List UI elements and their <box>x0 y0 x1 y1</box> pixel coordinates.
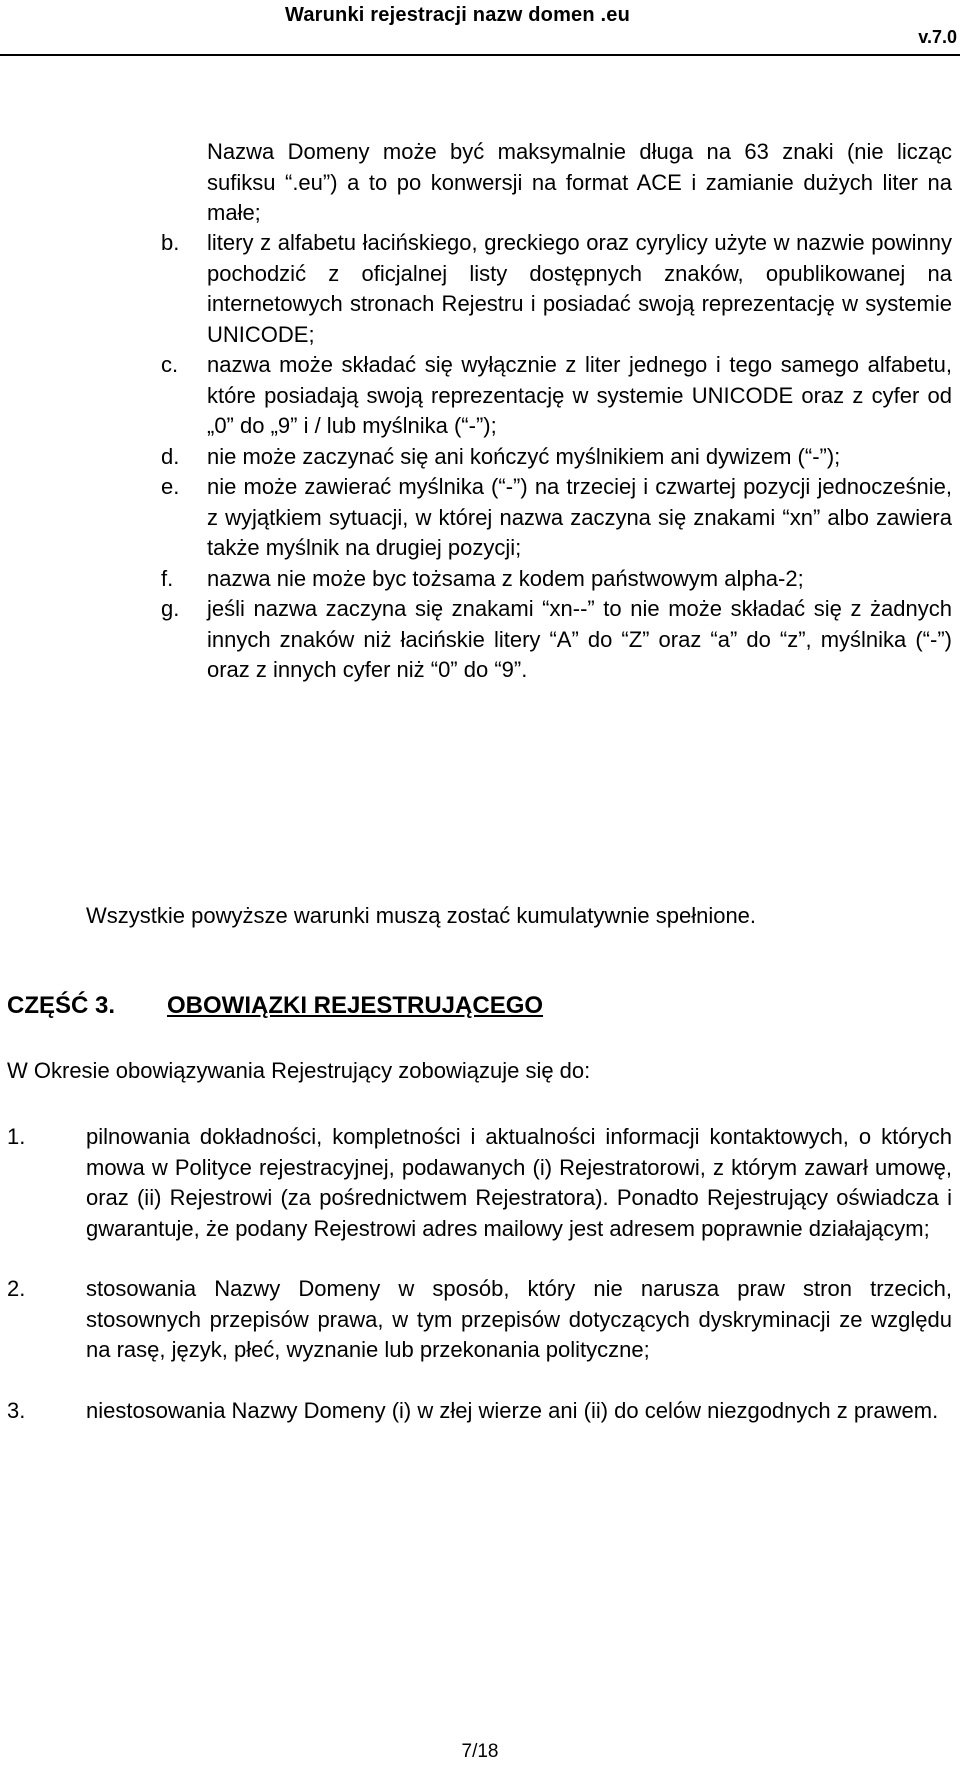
list-item-text: pilnowania dokładności, kompletności i aktualności informacji kontaktowych, o których mowa w Polityce rejestracyjnej, podawanych (i) Rejestratorowi, z którym zawarł umowę, oraz (ii) Rejestrowi (za pośrednictwem Rejestratora). Ponadto Rejestrujący oświadcza i gwarantuje, że podany Rejestrowi adres mailowy jest adresem poprawnie działającym; <box>86 1124 952 1241</box>
list-item <box>161 442 952 473</box>
continuation-paragraph: Nazwa Domeny może być maksymalnie długa na 63 znaki (nie licząc sufiksu “.eu”) a to po konwersji na format ACE i zamianie dużych liter na małe; <box>207 139 952 225</box>
list-item-text: litery z alfabetu łacińskiego, greckiego oraz cyrylicy użyte w nazwie powinny pochodzić z oficjalnej listy dostępnych znaków, opublikowanej na internetowych stronach Rejestru i posiadać swoją reprezentację w systemie UNICODE; <box>207 230 952 347</box>
list-item <box>161 564 952 595</box>
list-item <box>161 472 952 564</box>
list-marker: c. <box>161 352 179 377</box>
list-item <box>161 350 952 442</box>
list-item <box>7 1122 952 1244</box>
list-marker: d. <box>161 443 180 469</box>
list-item-text: jeśli nazwa zaczyna się znakami “xn--” to nie może składać się z żadnych innych znaków niż łacińskie litery “A” do “Z” oraz “a” do “z”, myślnika (“-”) oraz z innych cyfer niż “0” do “9”. <box>207 596 952 682</box>
list-item-text: stosowania Nazwy Domeny w sposób, który nie narusza praw stron trzecich, stosownych przepisów prawa, w tym przepisów dotyczących dyskryminacji ze względu na rasę, język, płeć, wyznanie lub przekonania polityczne; <box>86 1276 952 1362</box>
list-marker: 2. <box>7 1276 26 1301</box>
list-item-text: nie może zawierać myślnika (“-”) na trzeciej i czwartej pozycji jednocześnie, z wyjątkiem sytuacji, w której nazwa zaczyna się znakami “xn” albo zawiera także myślnik na drugiej pozycji; <box>207 474 952 560</box>
header-title: Warunki rejestracji nazw domen .eu <box>285 4 631 26</box>
list-item-text: nazwa może składać się wyłącznie z liter jednego i tego samego alfabetu, które posiadają swoją reprezentację w systemie UNICODE oraz z cyfer od „0” do „9” i / lub myślnika (“-”); <box>207 352 952 438</box>
list-marker: b. <box>161 230 180 255</box>
list-item <box>7 1396 952 1427</box>
page-header <box>0 0 960 56</box>
section-intro: W Okresie obowiązywania Rejestrujący zobowiązuje się do: <box>7 1058 591 1083</box>
numbered-list <box>7 1122 952 1456</box>
lettered-list <box>161 228 952 686</box>
list-marker: 3. <box>7 1397 26 1423</box>
summary-sentence: Wszystkie powyższe warunki muszą zostać kumulatywnie spełnione. <box>86 903 757 928</box>
list-item <box>161 594 952 686</box>
list-item-text: niestosowania Nazwy Domeny (i) w złej wierze ani (ii) do celów niezgodnych z prawem. <box>86 1397 939 1423</box>
page-number: 7/18 <box>461 1741 499 1762</box>
list-marker: f. <box>161 565 174 591</box>
list-item <box>7 1274 952 1366</box>
section-number: CZĘŚĆ 3. <box>7 992 116 1019</box>
list-item-text: nie może zaczynać się ani kończyć myślnikiem ani dywizem (“-”); <box>207 443 841 469</box>
list-marker: g. <box>161 596 180 621</box>
list-marker: e. <box>161 474 180 499</box>
list-item-text: nazwa nie może byc tożsama z kodem państwowym alpha-2; <box>207 565 804 591</box>
list-item <box>161 228 952 350</box>
list-marker: 1. <box>7 1124 26 1149</box>
header-version: v.7.0 <box>918 27 957 47</box>
section-title: OBOWIĄZKI REJESTRUJĄCEGO <box>167 992 544 1019</box>
section-heading <box>7 992 543 1020</box>
